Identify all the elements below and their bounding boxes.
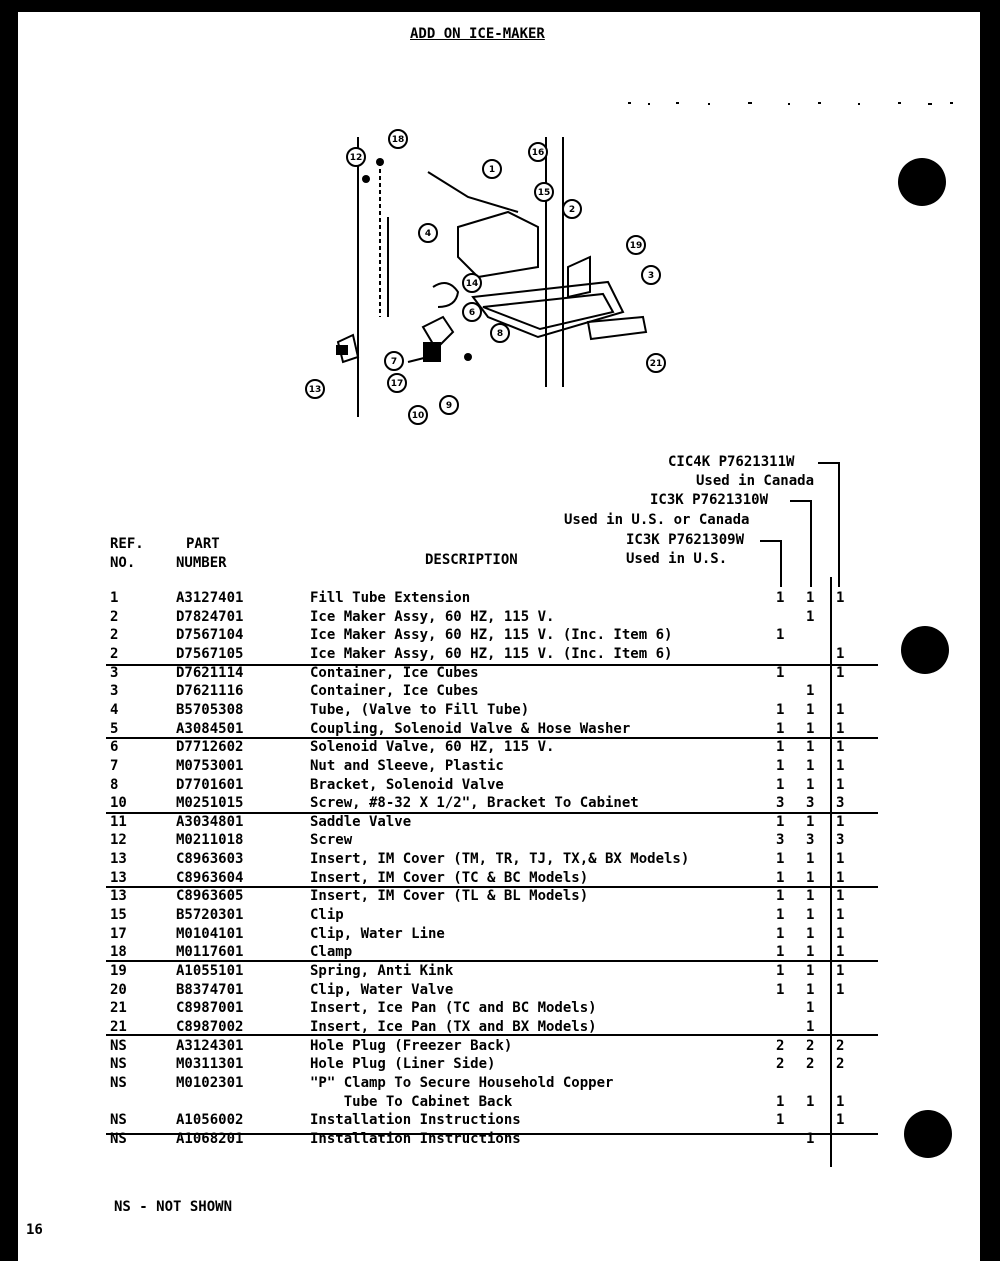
cell-desc: Screw <box>310 832 353 849</box>
callout-7 <box>385 352 403 370</box>
cell-desc: Solenoid Valve, 60 HZ, 115 V. <box>310 739 555 756</box>
cell-q3: 1 <box>836 944 845 961</box>
scan-speckle <box>628 100 958 106</box>
callout-label-10: 10 <box>411 411 425 421</box>
cell-ref: 13 <box>110 869 127 886</box>
callout-label-3: 3 <box>647 271 655 281</box>
table-row <box>18 944 980 962</box>
table-row <box>18 1019 980 1037</box>
table-row <box>18 739 980 757</box>
cell-part: D7824701 <box>176 608 244 625</box>
cell-desc: Insert, IM Cover (TL & BL Models) <box>310 888 589 905</box>
ref-header-2: NO. <box>110 555 136 571</box>
cell-desc: Hole Plug (Liner Side) <box>310 1056 496 1073</box>
cell-ref: 21 <box>110 1018 127 1035</box>
cell-q2: 3 <box>806 795 815 812</box>
cell-desc: Clip, Water Line <box>310 925 445 942</box>
cell-q2: 1 <box>806 869 815 886</box>
table-row <box>18 907 980 925</box>
model-bracket-3 <box>780 540 782 587</box>
cell-part: D7712602 <box>176 739 244 756</box>
cell-q3: 1 <box>836 963 845 979</box>
model-bracket-2 <box>810 500 812 587</box>
table-row <box>18 888 980 906</box>
cell-q3: 1 <box>836 981 845 998</box>
cell-ref: 11 <box>110 813 127 830</box>
model-code-1: CIC4K P7621311W <box>668 454 795 470</box>
model-bracket-1-tick <box>818 462 840 464</box>
model-bracket-3-tick <box>760 540 782 542</box>
cell-q1: 1 <box>776 813 785 830</box>
cell-part: B5705308 <box>176 701 244 718</box>
cell-q2: 3 <box>806 832 815 849</box>
cell-q1: 3 <box>776 795 785 812</box>
cell-q2: 2 <box>806 1037 815 1054</box>
callout-13 <box>306 380 324 398</box>
cell-desc: Installation Instructions <box>310 1112 521 1129</box>
page-title: ADD ON ICE-MAKER <box>410 26 545 42</box>
cell-ref: 10 <box>110 795 127 812</box>
cell-q2: 1 <box>806 739 815 756</box>
callout-4 <box>419 224 437 242</box>
cell-q1: 1 <box>776 944 785 961</box>
cell-desc: Ice Maker Assy, 60 HZ, 115 V. <box>310 608 555 625</box>
cell-q1: 1 <box>776 851 785 868</box>
model-code-3: IC3K P7621309W <box>626 532 745 548</box>
cell-part: C8987002 <box>176 1018 244 1035</box>
table-row <box>18 982 980 1000</box>
cell-ref: 8 <box>110 776 119 793</box>
cell-part: C8963603 <box>176 851 244 868</box>
part-header-2: NUMBER <box>176 555 227 571</box>
cell-q2: 1 <box>806 683 815 700</box>
cell-q3: 1 <box>836 869 845 886</box>
table-row <box>18 814 980 832</box>
cell-q1: 1 <box>776 664 785 681</box>
cell-q1: 1 <box>776 888 785 905</box>
cell-q3: 1 <box>836 757 845 774</box>
cell-q2: 1 <box>806 701 815 718</box>
cell-q1: 1 <box>776 925 785 942</box>
table-row <box>18 609 980 627</box>
cell-q3: 1 <box>836 907 845 924</box>
cell-desc: Tube To Cabinet Back <box>310 1093 513 1110</box>
cell-q2: 1 <box>806 776 815 793</box>
model-note-3: Used in U.S. <box>626 551 728 567</box>
cell-desc: Container, Ice Cubes <box>310 683 479 700</box>
table-row <box>18 1000 980 1018</box>
model-bracket-2-tick <box>790 500 812 502</box>
callout-17 <box>388 374 406 392</box>
table-row <box>18 590 980 608</box>
cell-desc: Insert, IM Cover (TC & BC Models) <box>310 869 589 886</box>
cell-q3: 1 <box>836 720 845 737</box>
callout-19 <box>627 236 645 254</box>
callout-1 <box>483 160 501 178</box>
cell-q1: 1 <box>776 627 785 644</box>
cell-ref: 3 <box>110 664 119 681</box>
callout-10 <box>409 406 427 424</box>
table-row <box>18 683 980 701</box>
cell-q2: 1 <box>806 1000 815 1017</box>
cell-part: A3124301 <box>176 1037 244 1054</box>
cell-ref: 20 <box>110 981 127 998</box>
cell-part: D7567105 <box>176 645 244 662</box>
table-row <box>18 851 980 869</box>
cell-part: A3127401 <box>176 590 244 606</box>
cell-desc: Insert, Ice Pan (TC and BC Models) <box>310 1000 597 1017</box>
callout-label-18: 18 <box>391 135 405 145</box>
cell-ref: NS <box>110 1130 127 1147</box>
cell-ref: 5 <box>110 720 119 737</box>
cell-q1: 1 <box>776 963 785 979</box>
table-row <box>18 627 980 645</box>
callout-label-13: 13 <box>308 385 322 395</box>
cell-part: M0251015 <box>176 795 244 812</box>
ref-header-1: REF. <box>110 536 144 552</box>
callout-21 <box>647 354 665 372</box>
cell-part: D7567104 <box>176 627 244 644</box>
table-row <box>18 1075 980 1093</box>
callout-14 <box>463 274 481 292</box>
cell-q3: 3 <box>836 832 845 849</box>
cell-q1: 1 <box>776 720 785 737</box>
table-row <box>18 1112 980 1130</box>
cell-part: M0104101 <box>176 925 244 942</box>
cell-desc: Ice Maker Assy, 60 HZ, 115 V. (Inc. Item 6) <box>310 645 673 662</box>
cell-ref: 7 <box>110 757 119 774</box>
page-number: 16 <box>26 1222 43 1238</box>
cell-ref: 6 <box>110 739 119 756</box>
callout-label-14: 14 <box>465 279 479 289</box>
cell-part: D7621114 <box>176 664 244 681</box>
table-row <box>18 963 980 981</box>
ice-maker-exploded-diagram <box>278 117 678 427</box>
callout-2 <box>563 200 581 218</box>
cell-part: C8963605 <box>176 888 244 905</box>
cell-desc: Coupling, Solenoid Valve & Hose Washer <box>310 720 631 737</box>
cell-desc: Bracket, Solenoid Valve <box>310 776 504 793</box>
binder-hole-top <box>898 158 946 206</box>
table-row <box>18 646 980 664</box>
cell-part: C8987001 <box>176 1000 244 1017</box>
cell-desc: Hole Plug (Freezer Back) <box>310 1037 513 1054</box>
callout-label-9: 9 <box>445 401 453 411</box>
cell-q3: 1 <box>836 1093 845 1110</box>
callout-label-17: 17 <box>390 379 404 389</box>
callout-label-2: 2 <box>568 205 576 215</box>
cell-ref: NS <box>110 1056 127 1073</box>
part-header-1: PART <box>186 536 220 552</box>
callout-label-12: 12 <box>349 153 363 163</box>
callout-label-19: 19 <box>629 241 643 251</box>
table-row <box>18 721 980 739</box>
table-row <box>18 832 980 850</box>
table-row <box>18 1131 980 1149</box>
cell-ref: 2 <box>110 608 119 625</box>
cell-ref: 3 <box>110 683 119 700</box>
callout-6 <box>463 303 481 321</box>
table-row <box>18 777 980 795</box>
cell-q1: 1 <box>776 590 785 606</box>
cell-ref: NS <box>110 1112 127 1129</box>
cell-ref: 17 <box>110 925 127 942</box>
cell-desc: Clip, Water Valve <box>310 981 454 998</box>
callout-label-6: 6 <box>468 308 476 318</box>
cell-part: A3034801 <box>176 813 244 830</box>
cell-part: D7701601 <box>176 776 244 793</box>
cell-desc: Spring, Anti Kink <box>310 963 454 979</box>
cell-q3: 1 <box>836 590 845 606</box>
callout-label-15: 15 <box>537 188 551 198</box>
model-note-2: Used in U.S. or Canada <box>564 512 750 528</box>
cell-part: M0311301 <box>176 1056 244 1073</box>
cell-q3: 1 <box>836 888 845 905</box>
table-row <box>18 926 980 944</box>
cell-ref: 21 <box>110 1000 127 1017</box>
cell-q2: 1 <box>806 757 815 774</box>
cell-part: C8963604 <box>176 869 244 886</box>
cell-part: D7621116 <box>176 683 244 700</box>
cell-desc: Insert, IM Cover (TM, TR, TJ, TX,& BX Models) <box>310 851 690 868</box>
cell-q2: 1 <box>806 944 815 961</box>
cell-desc: Ice Maker Assy, 60 HZ, 115 V. (Inc. Item 6) <box>310 627 673 644</box>
cell-q2: 1 <box>806 590 815 606</box>
callout-9 <box>440 396 458 414</box>
cell-q3: 1 <box>836 664 845 681</box>
cell-q1: 1 <box>776 1112 785 1129</box>
cell-q3: 2 <box>836 1037 845 1054</box>
cell-ref: 13 <box>110 888 127 905</box>
model-bracket-1 <box>838 462 840 587</box>
callout-8 <box>491 324 509 342</box>
cell-part: M0102301 <box>176 1074 244 1091</box>
cell-desc: Nut and Sleeve, Plastic <box>310 757 504 774</box>
cell-ref: 19 <box>110 963 127 979</box>
callout-label-16: 16 <box>531 148 545 158</box>
cell-ref: 2 <box>110 627 119 644</box>
callout-label-4: 4 <box>424 229 432 239</box>
cell-part: M0753001 <box>176 757 244 774</box>
model-note-1: Used in Canada <box>696 473 815 489</box>
cell-part: A3084501 <box>176 720 244 737</box>
cell-q3: 1 <box>836 739 845 756</box>
cell-q1: 1 <box>776 776 785 793</box>
cell-q2: 1 <box>806 1130 815 1147</box>
cell-q1: 1 <box>776 739 785 756</box>
callout-3 <box>642 266 660 284</box>
cell-q3: 3 <box>836 795 845 812</box>
cell-q3: 2 <box>836 1056 845 1073</box>
cell-q2: 1 <box>806 851 815 868</box>
cell-ref: 4 <box>110 701 119 718</box>
table-row <box>18 1038 980 1056</box>
cell-q3: 1 <box>836 813 845 830</box>
cell-q3: 1 <box>836 701 845 718</box>
cell-desc: "P" Clamp To Secure Household Copper <box>310 1074 614 1091</box>
cell-ref: 2 <box>110 645 119 662</box>
cell-q3: 1 <box>836 776 845 793</box>
cell-ref: NS <box>110 1074 127 1091</box>
cell-q3: 1 <box>836 925 845 942</box>
cell-q2: 1 <box>806 608 815 625</box>
cell-part: B8374701 <box>176 981 244 998</box>
callout-15 <box>535 183 553 201</box>
footnote: NS - NOT SHOWN <box>114 1199 233 1215</box>
callout-label-8: 8 <box>496 329 504 339</box>
table-row <box>18 665 980 683</box>
cell-q2: 1 <box>806 925 815 942</box>
cell-ref: 13 <box>110 851 127 868</box>
cell-q2: 2 <box>806 1056 815 1073</box>
cell-q2: 1 <box>806 888 815 905</box>
cell-part: B5720301 <box>176 907 244 924</box>
cell-desc: Saddle Valve <box>310 813 412 830</box>
parts-page <box>18 12 980 1261</box>
cell-desc: Tube, (Valve to Fill Tube) <box>310 701 530 718</box>
cell-desc: Screw, #8-32 X 1/2", Bracket To Cabinet <box>310 795 639 812</box>
table-row <box>18 702 980 720</box>
callout-label-21: 21 <box>649 359 663 369</box>
table-row <box>18 758 980 776</box>
cell-q3: 1 <box>836 851 845 868</box>
cell-desc: Installation Instructions <box>310 1130 521 1147</box>
cell-q1: 1 <box>776 1093 785 1110</box>
cell-q1: 1 <box>776 907 785 924</box>
cell-q1: 2 <box>776 1037 785 1054</box>
cell-q1: 2 <box>776 1056 785 1073</box>
table-row <box>18 795 980 813</box>
cell-q1: 1 <box>776 869 785 886</box>
cell-q2: 1 <box>806 813 815 830</box>
cell-q3: 1 <box>836 645 845 662</box>
cell-part: M0117601 <box>176 944 244 961</box>
callout-label-7: 7 <box>390 357 398 367</box>
cell-q1: 1 <box>776 757 785 774</box>
cell-desc: Container, Ice Cubes <box>310 664 479 681</box>
cell-part: A1068201 <box>176 1130 244 1147</box>
cell-desc: Fill Tube Extension <box>310 590 471 606</box>
callout-12 <box>347 148 365 166</box>
cell-q1: 3 <box>776 832 785 849</box>
cell-desc: Clamp <box>310 944 353 961</box>
cell-q2: 1 <box>806 981 815 998</box>
cell-part: A1056002 <box>176 1112 244 1129</box>
cell-q2: 1 <box>806 1093 815 1110</box>
cell-q1: 1 <box>776 701 785 718</box>
description-header: DESCRIPTION <box>425 552 518 568</box>
table-row <box>18 1094 980 1112</box>
cell-ref: NS <box>110 1037 127 1054</box>
cell-part: A1055101 <box>176 963 244 979</box>
cell-q2: 1 <box>806 963 815 979</box>
cell-desc: Clip <box>310 907 344 924</box>
model-code-2: IC3K P7621310W <box>650 492 769 508</box>
cell-q1: 1 <box>776 981 785 998</box>
callout-18 <box>389 130 407 148</box>
cell-desc: Insert, Ice Pan (TX and BX Models) <box>310 1018 597 1035</box>
cell-ref: 15 <box>110 907 127 924</box>
cell-q2: 1 <box>806 720 815 737</box>
cell-q2: 1 <box>806 1018 815 1035</box>
cell-ref: 1 <box>110 590 119 606</box>
cell-ref: 18 <box>110 944 127 961</box>
callout-16 <box>529 143 547 161</box>
cell-q2: 1 <box>806 907 815 924</box>
cell-part: M0211018 <box>176 832 244 849</box>
table-row <box>18 1056 980 1074</box>
callout-label-1: 1 <box>488 165 496 175</box>
cell-q3: 1 <box>836 1112 845 1129</box>
table-row <box>18 870 980 888</box>
cell-ref: 12 <box>110 832 127 849</box>
